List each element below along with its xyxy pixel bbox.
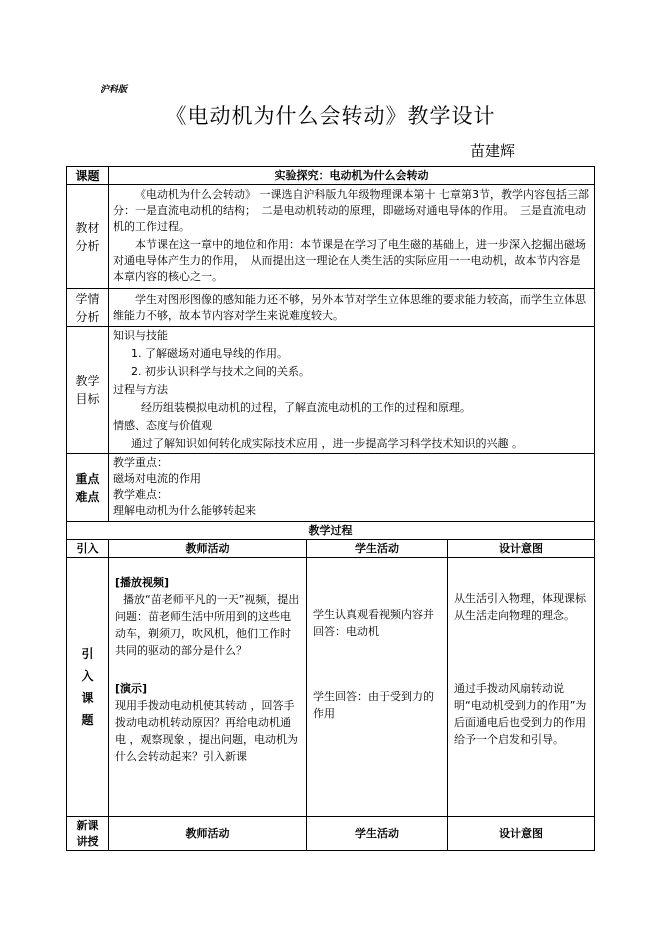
material-label xyxy=(67,185,109,289)
new-lesson-label-2: 讲授 xyxy=(76,834,99,848)
teacher-activity-cell xyxy=(109,558,307,817)
new-lesson-label-1: 新课 xyxy=(76,818,99,832)
key-label xyxy=(67,454,109,522)
goals-label-1: 教学 xyxy=(75,374,100,388)
author-name: 苗建辉 xyxy=(470,142,516,160)
intro-header-row xyxy=(67,540,595,558)
goal-knowledge-1: 1. 了解磁场对通电导线的作用。 xyxy=(131,347,288,360)
lesson-table xyxy=(66,166,595,851)
difficulty-text: 理解电动机为什么能够转起来 xyxy=(113,504,256,517)
difficulty-title: 教学难点： xyxy=(113,488,168,501)
goal-method-title: 过程与方法 xyxy=(113,383,168,396)
col-teacher-activity-2: 教师活动 xyxy=(109,817,307,851)
demo-tag: [演示] xyxy=(115,682,148,695)
intro-body-row xyxy=(67,558,595,817)
goal-knowledge-2: 2. 初步认识科学与技术之间的关系。 xyxy=(131,365,310,378)
design-intent-1: 从生活引入物理，体现课标从生活走向物理的理念。 xyxy=(454,592,586,622)
demo-text: 现用手拨动电动机使其转动 ，回答手拨动电动机转动原因？再给电动机通电 ，观察现象 ，提出问题，电动机为什么会转动起来？引入新课 xyxy=(115,699,298,763)
students-label-1: 学情 xyxy=(75,291,100,306)
course-label: 课题 xyxy=(67,167,109,185)
goals-content xyxy=(109,327,595,454)
key-content xyxy=(109,454,595,522)
page-title: 《电动机为什么会转动》教学设计 xyxy=(165,104,496,128)
stamp-label: 沪科版 xyxy=(100,85,128,95)
goal-emotion-title: 情感、态度与价值观 xyxy=(113,419,212,432)
process-title: 教学过程 xyxy=(67,522,595,540)
col-student-activity: 学生活动 xyxy=(307,540,448,558)
goal-method-1: 经历组装模拟电动机的过程，了解直流电动机的工作的过程和原理。 xyxy=(141,401,471,414)
course-row xyxy=(67,167,595,185)
material-content xyxy=(109,185,595,289)
col-teacher-activity: 教师活动 xyxy=(109,540,307,558)
student-activity-1: 学生认真观看视频内容并回答：电动机 xyxy=(313,608,434,638)
students-label xyxy=(67,289,109,327)
material-paragraph-1: 《电动机为什么会转动》 一课选自沪科版九年级物理课本第十 七章第3节，教学内容包括三部分：一是直流电动机的结构； 二是电动机转动的原理，即磁场对通电导体的作用。 三是直流电动机的工作过程。 xyxy=(113,188,589,233)
goal-emotion-1: 通过了解知识如何转化成实际技术应用 ，进一步提高学习科学技术知识的兴趣 。 xyxy=(131,437,523,450)
key-label-1: 重点 xyxy=(75,471,100,486)
course-value: 实验探究：电动机为什么会转动 xyxy=(109,167,595,185)
design-intent-2: 通过手拨动风扇转动说明“电动机受到力的作用”为后面通电后也受到力的作用给予一个启发和引导。 xyxy=(454,682,587,746)
material-row xyxy=(67,185,595,289)
goals-label-2: 目标 xyxy=(75,392,100,406)
students-row xyxy=(67,289,595,327)
key-point-text: 磁场对电流的作用 xyxy=(113,472,201,485)
students-text: 学生对图形图像的感知能力还不够，另外本节对学生立体思维的要求能力较高，而学生立体思维能力不够，故本节内容对学生来说难度较大。 xyxy=(113,293,586,322)
intro-topic-label xyxy=(67,558,109,817)
video-tag: [播放视频] xyxy=(115,576,170,589)
students-content xyxy=(109,289,595,327)
intro-topic-char-3: 课 xyxy=(81,691,94,705)
intro-section-label: 引入 xyxy=(67,540,109,558)
material-label-2: 分析 xyxy=(75,238,100,253)
student-activity-2: 学生回答：由于受到力的作用 xyxy=(313,690,434,720)
col-student-activity-2: 学生活动 xyxy=(307,817,448,851)
new-lesson-header-row xyxy=(67,817,595,851)
video-text: 播放“苗老师平凡的一天”视频，提出问题：苗老师生活中所用到的这些电动车，剃须刀，吹风机，他们工作时共同的驱动的部分是什么？ xyxy=(115,593,300,657)
design-intent-cell xyxy=(448,558,595,817)
new-lesson-label xyxy=(67,817,109,851)
intro-topic-char-4: 题 xyxy=(81,713,94,727)
process-title-row xyxy=(67,522,595,540)
key-point-title: 教学重点： xyxy=(113,456,168,469)
col-design-intent-2: 设计意图 xyxy=(448,817,595,851)
intro-topic-char-2: 入 xyxy=(81,669,94,683)
intro-topic-char-1: 引 xyxy=(81,647,94,661)
goal-knowledge-title: 知识与技能 xyxy=(113,329,168,342)
key-label-2: 难点 xyxy=(75,489,100,504)
student-activity-cell xyxy=(307,558,448,817)
material-label-1: 教材 xyxy=(75,220,100,235)
goals-label xyxy=(67,327,109,454)
students-label-2: 分析 xyxy=(75,309,100,324)
col-design-intent: 设计意图 xyxy=(448,540,595,558)
material-paragraph-2: 本节课在这一章中的地位和作用：本节课是在学习了电生磁的基础上，进一步深入挖掘出磁场对通电导体产生力的作用， 从而提出这一理论在人类生活的实际应用一一电动机，故本节内容是本章内容的核心之一。 xyxy=(113,238,586,283)
goals-row xyxy=(67,327,595,454)
key-row xyxy=(67,454,595,522)
